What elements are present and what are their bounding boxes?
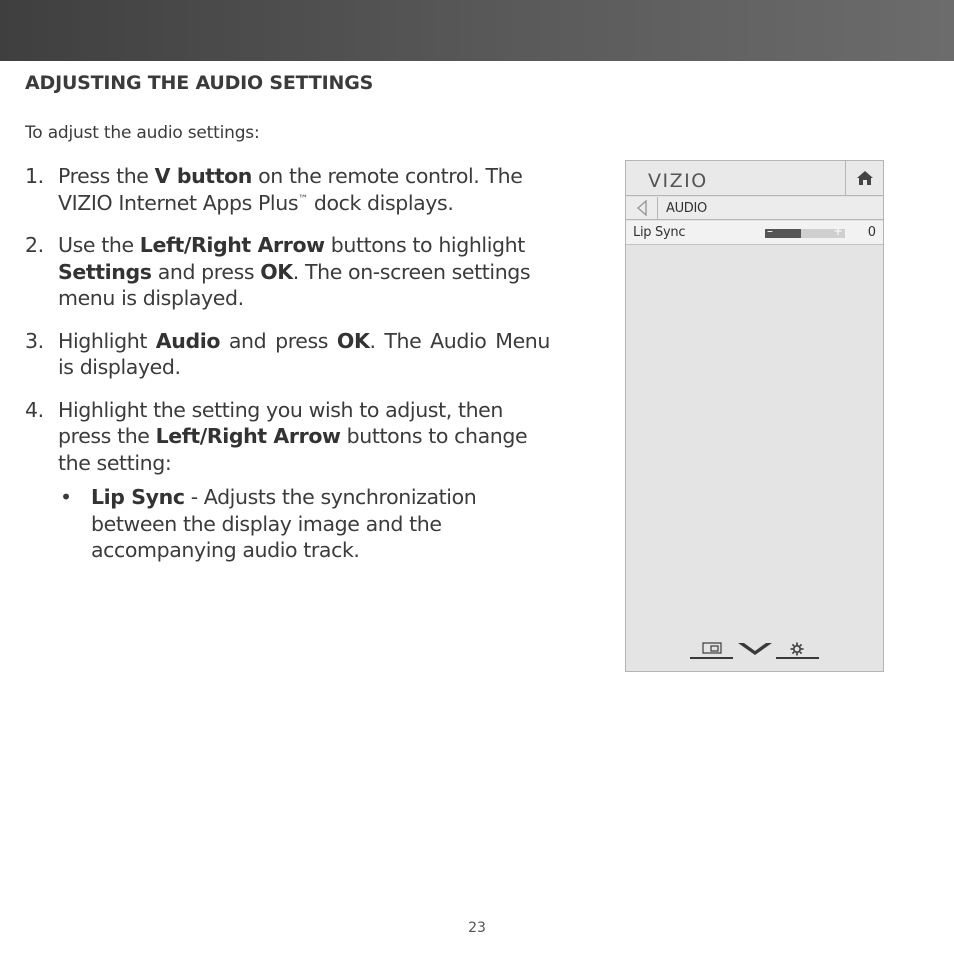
step-1 (25, 163, 550, 216)
step-emphasis: Audio (155, 328, 221, 353)
step-4 (25, 397, 550, 564)
trademark: ™ (298, 193, 308, 205)
slider-plus: + (832, 224, 843, 238)
back-arrow-icon (636, 200, 648, 216)
step-text: dock displays. (307, 190, 454, 215)
vizio-logo: VIZIO (648, 170, 708, 192)
tv-submenu-bar (626, 197, 883, 220)
vizio-v-icon (737, 641, 773, 657)
slider-minus: – (767, 224, 773, 238)
step-number: 4. (25, 397, 44, 422)
step-text: . The Audio Menu is displayed. (58, 328, 550, 379)
step-text: and press (151, 259, 261, 284)
step-text: Use the (58, 233, 140, 257)
step-text: and press (220, 328, 337, 353)
step-emphasis: OK (336, 328, 370, 353)
submenu-title: AUDIO (666, 201, 707, 216)
step-number: 1. (25, 164, 44, 188)
input-button[interactable] (690, 639, 733, 659)
tv-menu-header (626, 161, 883, 196)
tv-menu-screenshot (625, 160, 884, 672)
page-number: 23 (468, 920, 486, 936)
input-icon (702, 642, 722, 654)
step-text: buttons to highlight (324, 233, 525, 257)
step-2 (25, 232, 550, 312)
step-text: Highlight (58, 328, 156, 353)
lip-sync-label: Lip Sync (633, 225, 686, 240)
settings-button[interactable] (776, 639, 819, 659)
lip-sync-slider[interactable] (765, 224, 845, 238)
step-number: 2. (25, 233, 44, 257)
step-emphasis: Left/Right Arrow (139, 233, 325, 257)
step-text: Press the (58, 164, 155, 188)
steps-list (25, 163, 550, 580)
bullet-dot: • (60, 485, 72, 509)
home-icon (856, 170, 874, 186)
gear-icon (790, 642, 804, 656)
bullet-text: - Adjusts the synchronization between the display image and the accompanying audio track. (91, 485, 477, 562)
tv-bottom-bar (690, 639, 820, 661)
home-button[interactable] (845, 161, 883, 196)
step-number: 3. (25, 328, 44, 353)
step-3 (25, 328, 550, 381)
step-emphasis: Left/Right Arrow (155, 424, 341, 448)
step-text: on the remote control. The VIZIO Internet Apps Plus (58, 164, 523, 215)
step-text: . The on-screen settings menu is displayed. (58, 259, 531, 310)
back-button[interactable] (626, 197, 658, 220)
bullet-lip-sync (58, 484, 550, 564)
step-emphasis: Settings (58, 259, 152, 284)
lip-sync-value: 0 (867, 225, 876, 240)
step-emphasis: OK (260, 259, 293, 284)
step-emphasis: V button (154, 164, 252, 188)
step-text: buttons to change the setting: (58, 424, 528, 475)
vizio-v-button[interactable] (737, 639, 773, 659)
lip-sync-row[interactable] (626, 221, 883, 245)
intro-text: To adjust the audio settings: (25, 123, 260, 143)
bullet-term: Lip Sync (91, 485, 185, 509)
step-text: Highlight the setting you wish to adjust, then press the (58, 397, 503, 448)
top-banner (0, 0, 954, 61)
section-heading: ADJUSTING THE AUDIO SETTINGS (25, 72, 374, 94)
